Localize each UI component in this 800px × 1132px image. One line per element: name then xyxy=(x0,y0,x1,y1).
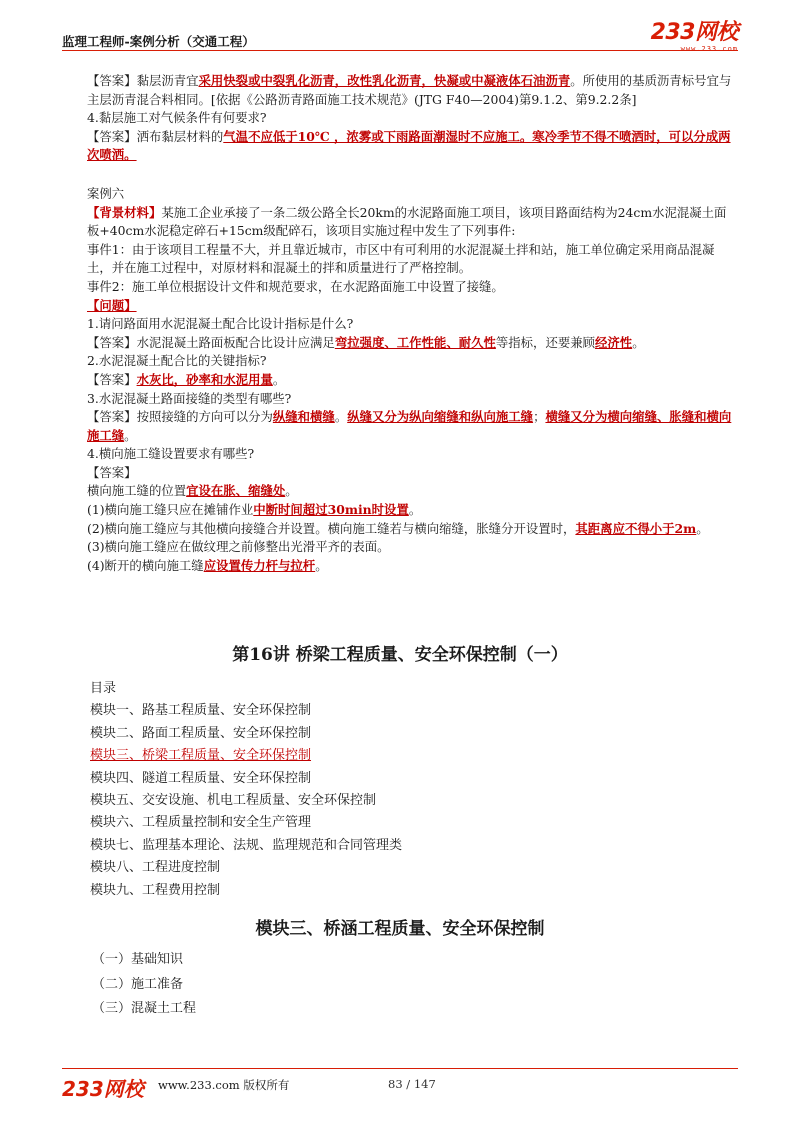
case-question-2: 2.水泥混凝土配合比的关键指标? xyxy=(87,353,267,369)
case-answer-1: 【答案】水泥混凝土路面板配合比设计应满足弯拉强度、工作性能、耐久性等指标，还要兼顾经济性。 xyxy=(87,334,645,350)
logo-url: www.233.com xyxy=(680,45,738,53)
event-1: 事件1：由于该项目工程量不大，并且靠近城市，市区中有可利用的水泥混凝土拌和站，施工单位确定采用商品混凝土，并在施工过程中，对原材料和混凝土的拌和质量进行了严格控制。 xyxy=(87,241,715,276)
toc-item: 模块五、交安设施、机电工程质量、安全环保控制 xyxy=(90,793,377,809)
table-of-contents xyxy=(90,678,402,902)
subsection-list xyxy=(92,948,196,1022)
toc-item: 模块一、路基工程质量、安全环保控制 xyxy=(90,703,312,719)
logo-text: 233网校 xyxy=(650,20,738,45)
footer-logo: 233网校 xyxy=(62,1077,144,1101)
answer-paragraph: 【答案】黏层沥青宜采用快裂或中裂乳化沥青，改性乳化沥青，快凝或中凝液体石油沥青。所使用的基质沥青标号宜与主层沥青混合料相同。[依据《公路沥青路面施工技术规范》(JTG F40—2004)第9.1.2、第9.2.2条] xyxy=(87,73,732,107)
case-answer-4-item-2: (2)横向施工缝应与其他横向接缝合并设置。横向施工缝若与横向缩缝，胀缝分开设置时，其距离应不得小于2m。 xyxy=(87,520,709,536)
case-question-4: 4.横向施工缝设置要求有哪些? xyxy=(87,446,255,462)
toc-item-current: 模块三、桥梁工程质量、安全环保控制 xyxy=(90,748,312,764)
question-4: 4.黏层施工对气候条件有何要求? xyxy=(87,110,267,126)
page-number: 83 / 147 xyxy=(388,1077,436,1091)
questions-label: 【问题】 xyxy=(87,297,137,313)
footer-copyright: www.233.com 版权所有 xyxy=(158,1078,290,1092)
lecture-title: 第16讲 桥梁工程质量、安全环保控制（一） xyxy=(232,645,568,665)
subsection-item: （三）混凝土工程 xyxy=(92,1001,197,1016)
case-answer-3: 【答案】按照接缝的方向可以分为纵缝和横缝。纵缝又分为纵向缩缝和纵向施工缝；横缝又分为横向缩缝、胀缝和横向施工缝。 xyxy=(87,409,732,443)
case-question-3: 3.水泥混凝土路面接缝的类型有哪些? xyxy=(87,390,292,406)
toc-label: 目录 xyxy=(90,681,117,696)
case-question-1: 1.请问路面用水泥混凝土配合比设计指标是什么? xyxy=(87,316,354,332)
event-2: 事件2：施工单位根据设计文件和规范要求，在水泥路面施工中设置了接缝。 xyxy=(87,278,504,294)
header-divider xyxy=(62,50,738,51)
case-answer-4-item-4: (4)断开的横向施工缝应设置传力杆与拉杆。 xyxy=(87,557,328,573)
toc-item: 模块七、监理基本理论、法规、监理规范和合同管理类 xyxy=(90,837,403,853)
footer-divider xyxy=(62,1068,738,1069)
toc-item: 模块四、隧道工程质量、安全环保控制 xyxy=(90,770,312,786)
toc-item: 模块八、工程进度控制 xyxy=(90,860,221,876)
brand-logo xyxy=(651,22,738,53)
module-title: 模块三、桥涵工程质量、安全环保控制 xyxy=(255,919,545,939)
page-body xyxy=(62,72,738,575)
case-answer-4-item-3: (3)横向施工缝应在做纹理之前修整出光滑平齐的表面。 xyxy=(87,539,390,555)
case-answer-4-intro: 横向施工缝的位置宜设在胀、缩缝处。 xyxy=(87,483,298,499)
case-title: 案例六 xyxy=(87,185,125,201)
toc-item: 模块九、工程费用控制 xyxy=(90,882,221,898)
case-answer-4-label: 【答案】 xyxy=(87,464,137,480)
case-answer-4-item-1: (1)横向施工缝只应在摊铺作业中断时间超过30min时设置。 xyxy=(87,502,422,518)
subsection-item: （一）基础知识 xyxy=(92,952,184,967)
document-header-title: 监理工程师-案例分析（交通工程） xyxy=(62,34,255,49)
toc-item: 模块六、工程质量控制和安全生产管理 xyxy=(90,815,312,831)
background-paragraph: 【背景材料】某施工企业承接了一条二级公路全长20km的水泥路面施工项目，该项目路面结构为24cm水泥混凝土面板+40cm水泥稳定碎石+15cm级配碎石，该项目实施过程中发生了下列事件: xyxy=(87,204,727,239)
case-answer-2: 【答案】水灰比，砂率和水泥用量。 xyxy=(87,371,286,387)
toc-item: 模块二、路面工程质量、安全环保控制 xyxy=(90,725,312,741)
subsection-item: （二）施工准备 xyxy=(92,976,184,992)
answer-4: 【答案】洒布黏层材料的气温不应低于10℃ ，浓雾或下雨路面潮湿时不应施工。寒冷季节不得不喷洒时，可以分成两次喷洒。 xyxy=(87,128,731,163)
